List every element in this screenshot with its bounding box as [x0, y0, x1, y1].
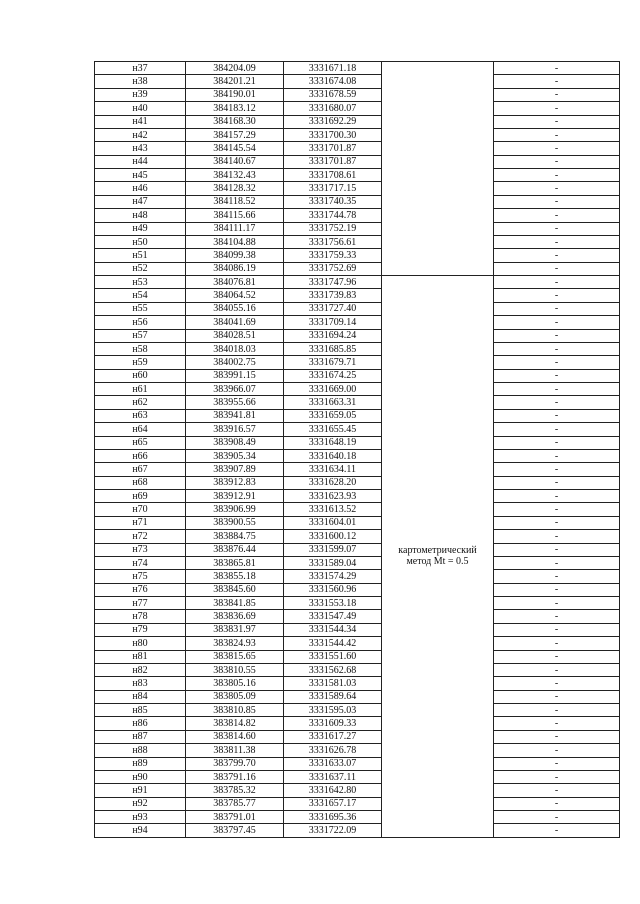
coordinates-table-body	[95, 62, 620, 838]
x-coordinate-cell: 384002.75	[186, 356, 284, 369]
point-name-cell: н92	[95, 797, 186, 810]
y-coordinate-cell: 3331739.83	[284, 289, 382, 302]
x-coordinate-cell: 384204.09	[186, 62, 284, 75]
table-row	[95, 610, 620, 623]
y-coordinate-cell: 3331671.18	[284, 62, 382, 75]
x-coordinate-cell: 384183.12	[186, 102, 284, 115]
note-cell: -	[494, 476, 620, 489]
y-coordinate-cell: 3331722.09	[284, 824, 382, 837]
note-cell: -	[494, 583, 620, 596]
x-coordinate-cell: 383955.66	[186, 396, 284, 409]
note-cell: -	[494, 516, 620, 529]
point-name-cell: н71	[95, 516, 186, 529]
y-coordinate-cell: 3331626.78	[284, 744, 382, 757]
note-cell: -	[494, 811, 620, 824]
table-row	[95, 730, 620, 743]
y-coordinate-cell: 3331669.00	[284, 383, 382, 396]
point-name-cell: н87	[95, 730, 186, 743]
x-coordinate-cell: 383841.85	[186, 597, 284, 610]
method-cell-empty	[382, 62, 494, 276]
point-name-cell: н42	[95, 128, 186, 141]
x-coordinate-cell: 383810.55	[186, 663, 284, 676]
x-coordinate-cell: 383855.18	[186, 570, 284, 583]
note-cell: -	[494, 289, 620, 302]
table-row	[95, 663, 620, 676]
y-coordinate-cell: 3331678.59	[284, 88, 382, 101]
point-name-cell: н54	[95, 289, 186, 302]
table-row	[95, 744, 620, 757]
note-cell: -	[494, 115, 620, 128]
table-row	[95, 289, 620, 302]
point-name-cell: н48	[95, 209, 186, 222]
note-cell: -	[494, 75, 620, 88]
table-row	[95, 583, 620, 596]
x-coordinate-cell: 383814.60	[186, 730, 284, 743]
coordinates-sheet	[94, 61, 619, 838]
x-coordinate-cell: 384190.01	[186, 88, 284, 101]
note-cell: -	[494, 770, 620, 783]
point-name-cell: н61	[95, 383, 186, 396]
point-name-cell: н84	[95, 690, 186, 703]
note-cell: -	[494, 302, 620, 315]
x-coordinate-cell: 384018.03	[186, 342, 284, 355]
y-coordinate-cell: 3331609.33	[284, 717, 382, 730]
x-coordinate-cell: 384157.29	[186, 128, 284, 141]
x-coordinate-cell: 383836.69	[186, 610, 284, 623]
y-coordinate-cell: 3331752.69	[284, 262, 382, 275]
y-coordinate-cell: 3331560.96	[284, 583, 382, 596]
y-coordinate-cell: 3331759.33	[284, 249, 382, 262]
point-name-cell: н63	[95, 409, 186, 422]
table-row	[95, 396, 620, 409]
y-coordinate-cell: 3331680.07	[284, 102, 382, 115]
note-cell: -	[494, 249, 620, 262]
note-cell: -	[494, 222, 620, 235]
table-row	[95, 824, 620, 837]
table-row	[95, 316, 620, 329]
table-row	[95, 409, 620, 422]
y-coordinate-cell: 3331623.93	[284, 490, 382, 503]
table-row	[95, 235, 620, 248]
x-coordinate-cell: 384140.67	[186, 155, 284, 168]
note-cell: -	[494, 530, 620, 543]
table-row	[95, 690, 620, 703]
point-name-cell: н40	[95, 102, 186, 115]
y-coordinate-cell: 3331553.18	[284, 597, 382, 610]
x-coordinate-cell: 384076.81	[186, 276, 284, 289]
point-name-cell: н66	[95, 449, 186, 462]
x-coordinate-cell: 384201.21	[186, 75, 284, 88]
table-row	[95, 88, 620, 101]
note-cell: -	[494, 717, 620, 730]
table-row	[95, 115, 620, 128]
note-cell: -	[494, 757, 620, 770]
point-name-cell: н55	[95, 302, 186, 315]
point-name-cell: н64	[95, 423, 186, 436]
x-coordinate-cell: 383805.09	[186, 690, 284, 703]
x-coordinate-cell: 384115.66	[186, 209, 284, 222]
point-name-cell: н47	[95, 195, 186, 208]
table-row	[95, 503, 620, 516]
point-name-cell: н46	[95, 182, 186, 195]
y-coordinate-cell: 3331709.14	[284, 316, 382, 329]
y-coordinate-cell: 3331589.64	[284, 690, 382, 703]
table-row	[95, 276, 620, 289]
point-name-cell: н78	[95, 610, 186, 623]
x-coordinate-cell: 383884.75	[186, 530, 284, 543]
note-cell: -	[494, 570, 620, 583]
x-coordinate-cell: 383845.60	[186, 583, 284, 596]
point-name-cell: н53	[95, 276, 186, 289]
y-coordinate-cell: 3331692.29	[284, 115, 382, 128]
table-row	[95, 476, 620, 489]
point-name-cell: н89	[95, 757, 186, 770]
table-row	[95, 543, 620, 556]
note-cell: -	[494, 623, 620, 636]
y-coordinate-cell: 3331663.31	[284, 396, 382, 409]
x-coordinate-cell: 383814.82	[186, 717, 284, 730]
note-cell: -	[494, 383, 620, 396]
table-row	[95, 369, 620, 382]
table-row	[95, 342, 620, 355]
x-coordinate-cell: 384028.51	[186, 329, 284, 342]
x-coordinate-cell: 383966.07	[186, 383, 284, 396]
point-name-cell: н37	[95, 62, 186, 75]
note-cell: -	[494, 449, 620, 462]
note-cell: -	[494, 463, 620, 476]
point-name-cell: н73	[95, 543, 186, 556]
x-coordinate-cell: 383900.55	[186, 516, 284, 529]
note-cell: -	[494, 356, 620, 369]
note-cell: -	[494, 155, 620, 168]
point-name-cell: н72	[95, 530, 186, 543]
y-coordinate-cell: 3331659.05	[284, 409, 382, 422]
point-name-cell: н68	[95, 476, 186, 489]
x-coordinate-cell: 383908.49	[186, 436, 284, 449]
table-row	[95, 556, 620, 569]
table-row	[95, 302, 620, 315]
point-name-cell: н94	[95, 824, 186, 837]
point-name-cell: н70	[95, 503, 186, 516]
x-coordinate-cell: 383824.93	[186, 637, 284, 650]
note-cell: -	[494, 128, 620, 141]
x-coordinate-cell: 383991.15	[186, 369, 284, 382]
table-row	[95, 436, 620, 449]
table-row	[95, 490, 620, 503]
y-coordinate-cell: 3331544.42	[284, 637, 382, 650]
note-cell: -	[494, 88, 620, 101]
note-cell: -	[494, 744, 620, 757]
y-coordinate-cell: 3331648.19	[284, 436, 382, 449]
x-coordinate-cell: 383905.34	[186, 449, 284, 462]
table-row	[95, 597, 620, 610]
note-cell: -	[494, 610, 620, 623]
method-cell	[382, 276, 494, 838]
note-cell: -	[494, 597, 620, 610]
table-row	[95, 704, 620, 717]
table-row	[95, 570, 620, 583]
note-cell: -	[494, 490, 620, 503]
y-coordinate-cell: 3331747.96	[284, 276, 382, 289]
note-cell: -	[494, 182, 620, 195]
y-coordinate-cell: 3331756.61	[284, 235, 382, 248]
y-coordinate-cell: 3331613.52	[284, 503, 382, 516]
point-name-cell: н85	[95, 704, 186, 717]
note-cell: -	[494, 797, 620, 810]
table-row	[95, 530, 620, 543]
y-coordinate-cell: 3331674.25	[284, 369, 382, 382]
point-name-cell: н58	[95, 342, 186, 355]
point-name-cell: н52	[95, 262, 186, 275]
table-row	[95, 650, 620, 663]
table-row	[95, 62, 620, 75]
point-name-cell: н39	[95, 88, 186, 101]
table-row	[95, 75, 620, 88]
table-row	[95, 128, 620, 141]
point-name-cell: н43	[95, 142, 186, 155]
note-cell: -	[494, 677, 620, 690]
note-cell: -	[494, 369, 620, 382]
x-coordinate-cell: 383912.83	[186, 476, 284, 489]
point-name-cell: н59	[95, 356, 186, 369]
note-cell: -	[494, 102, 620, 115]
y-coordinate-cell: 3331574.29	[284, 570, 382, 583]
note-cell: -	[494, 62, 620, 75]
point-name-cell: н69	[95, 490, 186, 503]
y-coordinate-cell: 3331701.87	[284, 155, 382, 168]
x-coordinate-cell: 384168.30	[186, 115, 284, 128]
table-row	[95, 623, 620, 636]
x-coordinate-cell: 383906.99	[186, 503, 284, 516]
y-coordinate-cell: 3331708.61	[284, 169, 382, 182]
table-row	[95, 449, 620, 462]
x-coordinate-cell: 383912.91	[186, 490, 284, 503]
point-name-cell: н60	[95, 369, 186, 382]
point-name-cell: н45	[95, 169, 186, 182]
x-coordinate-cell: 383916.57	[186, 423, 284, 436]
y-coordinate-cell: 3331695.36	[284, 811, 382, 824]
point-name-cell: н51	[95, 249, 186, 262]
x-coordinate-cell: 384128.32	[186, 182, 284, 195]
point-name-cell: н41	[95, 115, 186, 128]
method-label-line1: картометрический	[398, 545, 477, 557]
point-name-cell: н90	[95, 770, 186, 783]
y-coordinate-cell: 3331740.35	[284, 195, 382, 208]
note-cell: -	[494, 142, 620, 155]
x-coordinate-cell: 384104.88	[186, 235, 284, 248]
note-cell: -	[494, 209, 620, 222]
note-cell: -	[494, 316, 620, 329]
table-row	[95, 262, 620, 275]
x-coordinate-cell: 384055.16	[186, 302, 284, 315]
y-coordinate-cell: 3331595.03	[284, 704, 382, 717]
y-coordinate-cell: 3331752.19	[284, 222, 382, 235]
point-name-cell: н80	[95, 637, 186, 650]
point-name-cell: н44	[95, 155, 186, 168]
point-name-cell: н75	[95, 570, 186, 583]
y-coordinate-cell: 3331679.71	[284, 356, 382, 369]
point-name-cell: н57	[95, 329, 186, 342]
table-row	[95, 102, 620, 115]
point-name-cell: н77	[95, 597, 186, 610]
table-row	[95, 142, 620, 155]
note-cell: -	[494, 262, 620, 275]
y-coordinate-cell: 3331604.01	[284, 516, 382, 529]
note-cell: -	[494, 396, 620, 409]
note-cell: -	[494, 824, 620, 837]
note-cell: -	[494, 663, 620, 676]
y-coordinate-cell: 3331727.40	[284, 302, 382, 315]
y-coordinate-cell: 3331701.87	[284, 142, 382, 155]
table-row	[95, 423, 620, 436]
point-name-cell: н49	[95, 222, 186, 235]
point-name-cell: н56	[95, 316, 186, 329]
x-coordinate-cell: 383810.85	[186, 704, 284, 717]
table-row	[95, 169, 620, 182]
point-name-cell: н74	[95, 556, 186, 569]
x-coordinate-cell: 383805.16	[186, 677, 284, 690]
table-row	[95, 155, 620, 168]
x-coordinate-cell: 383815.65	[186, 650, 284, 663]
y-coordinate-cell: 3331637.11	[284, 770, 382, 783]
table-row	[95, 222, 620, 235]
note-cell: -	[494, 169, 620, 182]
point-name-cell: н83	[95, 677, 186, 690]
point-name-cell: н86	[95, 717, 186, 730]
note-cell: -	[494, 436, 620, 449]
x-coordinate-cell: 384111.17	[186, 222, 284, 235]
table-row	[95, 717, 620, 730]
y-coordinate-cell: 3331628.20	[284, 476, 382, 489]
method-label-line2: метод Mt = 0.5	[406, 556, 469, 568]
note-cell: -	[494, 690, 620, 703]
table-row	[95, 811, 620, 824]
y-coordinate-cell: 3331717.15	[284, 182, 382, 195]
x-coordinate-cell: 383941.81	[186, 409, 284, 422]
y-coordinate-cell: 3331642.80	[284, 784, 382, 797]
table-row	[95, 249, 620, 262]
y-coordinate-cell: 3331694.24	[284, 329, 382, 342]
note-cell: -	[494, 704, 620, 717]
note-cell: -	[494, 423, 620, 436]
note-cell: -	[494, 784, 620, 797]
note-cell: -	[494, 195, 620, 208]
x-coordinate-cell: 383785.77	[186, 797, 284, 810]
x-coordinate-cell: 383797.45	[186, 824, 284, 837]
x-coordinate-cell: 383791.16	[186, 770, 284, 783]
point-name-cell: н91	[95, 784, 186, 797]
table-row	[95, 797, 620, 810]
note-cell: -	[494, 342, 620, 355]
y-coordinate-cell: 3331617.27	[284, 730, 382, 743]
note-cell: -	[494, 730, 620, 743]
x-coordinate-cell: 384132.43	[186, 169, 284, 182]
y-coordinate-cell: 3331674.08	[284, 75, 382, 88]
x-coordinate-cell: 384099.38	[186, 249, 284, 262]
x-coordinate-cell: 383865.81	[186, 556, 284, 569]
point-name-cell: н67	[95, 463, 186, 476]
y-coordinate-cell: 3331634.11	[284, 463, 382, 476]
y-coordinate-cell: 3331700.30	[284, 128, 382, 141]
y-coordinate-cell: 3331547.49	[284, 610, 382, 623]
note-cell: -	[494, 329, 620, 342]
table-row	[95, 356, 620, 369]
note-cell: -	[494, 650, 620, 663]
note-cell: -	[494, 637, 620, 650]
table-row	[95, 677, 620, 690]
x-coordinate-cell: 383791.01	[186, 811, 284, 824]
point-name-cell: н79	[95, 623, 186, 636]
table-row	[95, 784, 620, 797]
x-coordinate-cell: 383799.70	[186, 757, 284, 770]
y-coordinate-cell: 3331744.78	[284, 209, 382, 222]
x-coordinate-cell: 383811.38	[186, 744, 284, 757]
y-coordinate-cell: 3331640.18	[284, 449, 382, 462]
y-coordinate-cell: 3331581.03	[284, 677, 382, 690]
note-cell: -	[494, 235, 620, 248]
coordinates-table	[94, 61, 620, 838]
y-coordinate-cell: 3331685.85	[284, 342, 382, 355]
point-name-cell: н62	[95, 396, 186, 409]
x-coordinate-cell: 384041.69	[186, 316, 284, 329]
x-coordinate-cell: 383831.97	[186, 623, 284, 636]
y-coordinate-cell: 3331600.12	[284, 530, 382, 543]
x-coordinate-cell: 383876.44	[186, 543, 284, 556]
table-row	[95, 182, 620, 195]
y-coordinate-cell: 3331551.60	[284, 650, 382, 663]
table-row	[95, 757, 620, 770]
x-coordinate-cell: 384145.54	[186, 142, 284, 155]
table-row	[95, 516, 620, 529]
point-name-cell: н93	[95, 811, 186, 824]
y-coordinate-cell: 3331655.45	[284, 423, 382, 436]
table-row	[95, 209, 620, 222]
table-row	[95, 637, 620, 650]
table-row	[95, 463, 620, 476]
note-cell: -	[494, 409, 620, 422]
table-row	[95, 329, 620, 342]
point-name-cell: н81	[95, 650, 186, 663]
table-row	[95, 195, 620, 208]
note-cell: -	[494, 556, 620, 569]
y-coordinate-cell: 3331599.07	[284, 543, 382, 556]
y-coordinate-cell: 3331589.04	[284, 556, 382, 569]
x-coordinate-cell: 383907.89	[186, 463, 284, 476]
point-name-cell: н88	[95, 744, 186, 757]
y-coordinate-cell: 3331633.07	[284, 757, 382, 770]
x-coordinate-cell: 384118.52	[186, 195, 284, 208]
x-coordinate-cell: 384064.52	[186, 289, 284, 302]
note-cell: -	[494, 276, 620, 289]
y-coordinate-cell: 3331657.17	[284, 797, 382, 810]
point-name-cell: н65	[95, 436, 186, 449]
table-row	[95, 770, 620, 783]
note-cell: -	[494, 543, 620, 556]
x-coordinate-cell: 384086.19	[186, 262, 284, 275]
note-cell: -	[494, 503, 620, 516]
point-name-cell: н76	[95, 583, 186, 596]
table-row	[95, 383, 620, 396]
point-name-cell: н38	[95, 75, 186, 88]
y-coordinate-cell: 3331562.68	[284, 663, 382, 676]
x-coordinate-cell: 383785.32	[186, 784, 284, 797]
point-name-cell: н82	[95, 663, 186, 676]
point-name-cell: н50	[95, 235, 186, 248]
y-coordinate-cell: 3331544.34	[284, 623, 382, 636]
